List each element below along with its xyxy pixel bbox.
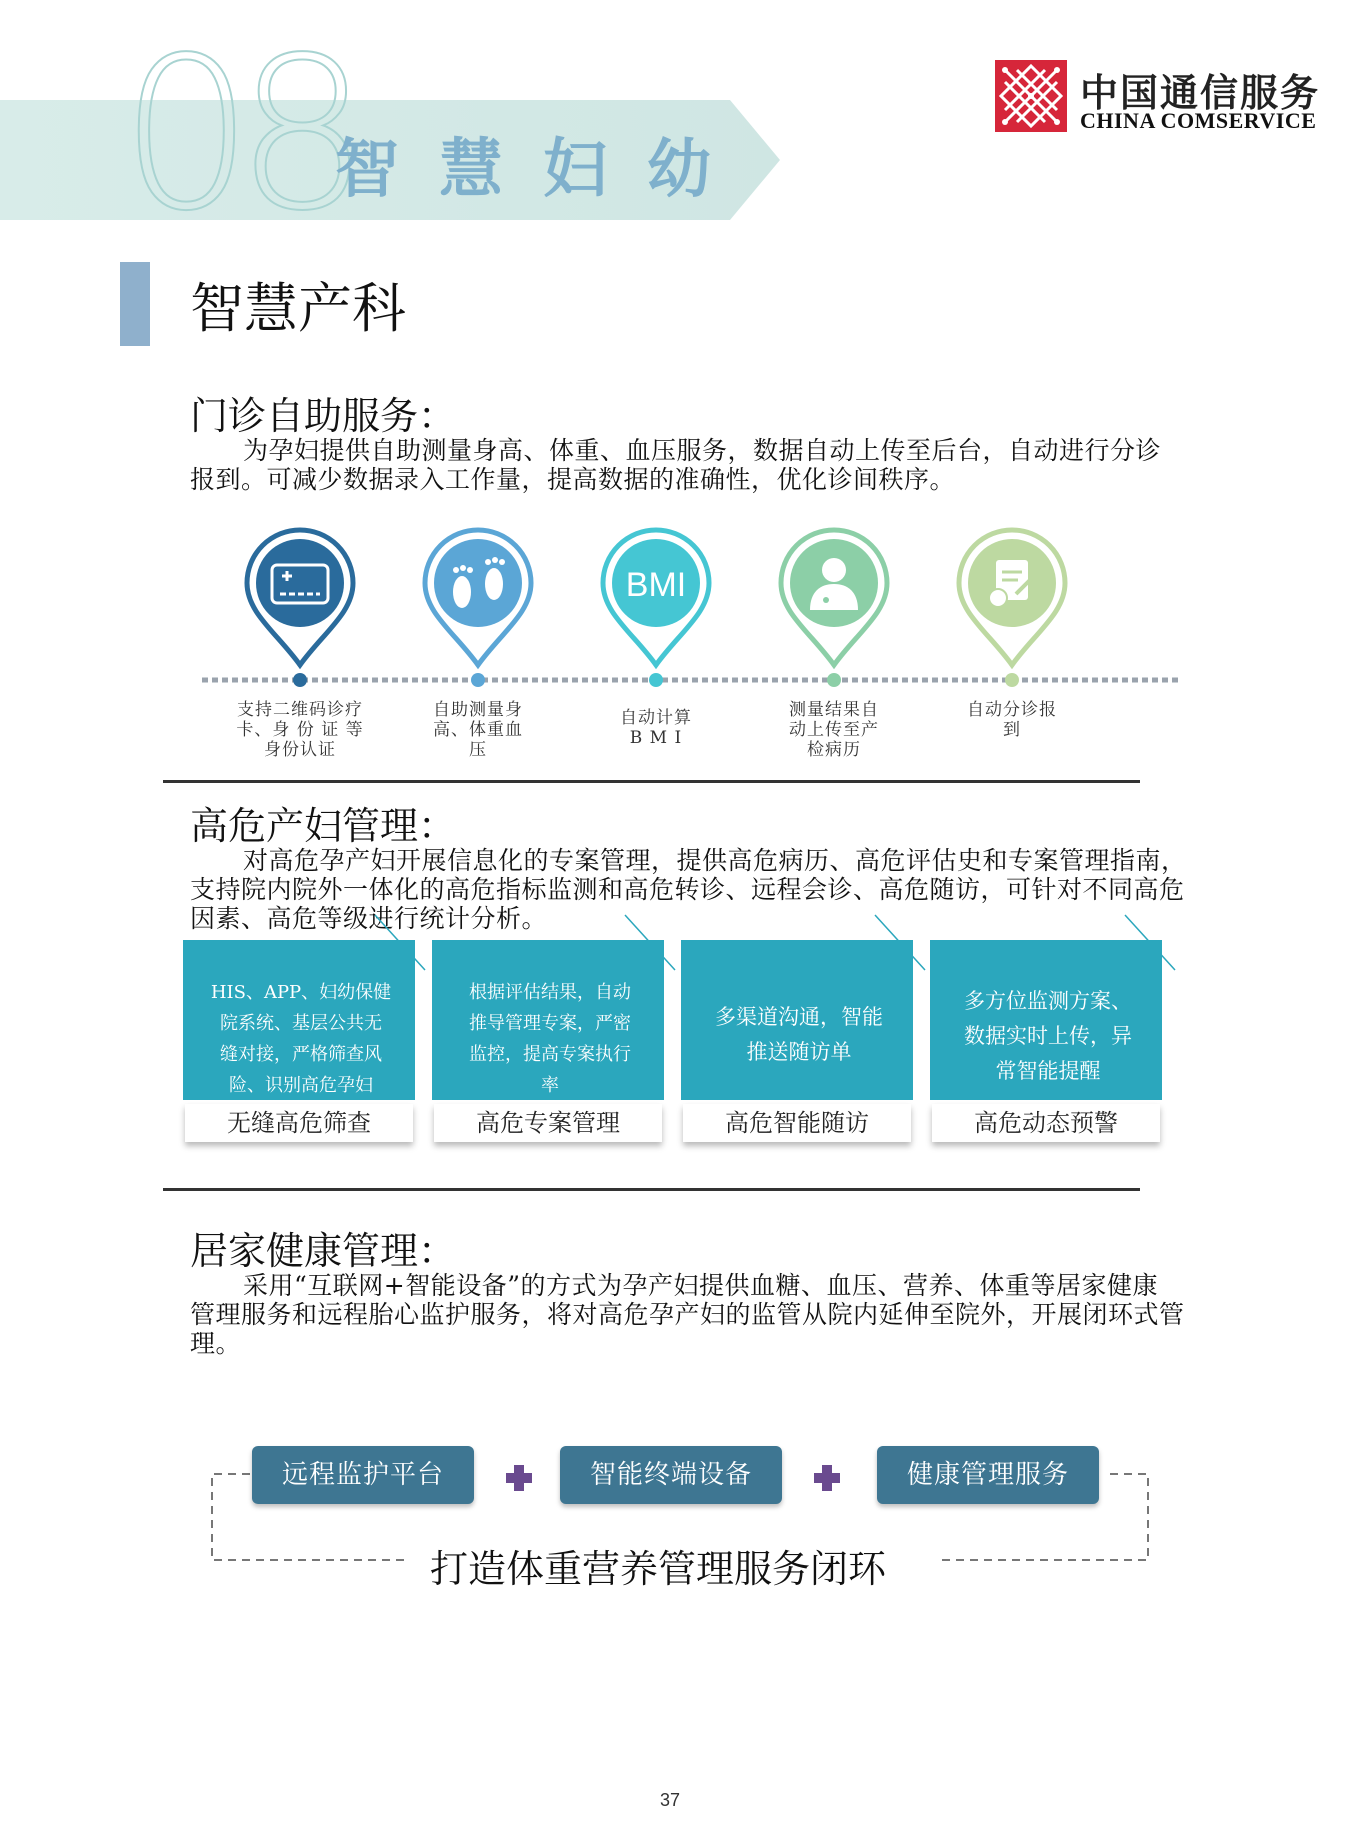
logo-name-cn: 中国通信服务 — [1080, 71, 1321, 115]
outpatient-timeline — [150, 520, 1200, 700]
divider-1 — [163, 780, 1140, 783]
report-icon — [959, 530, 1065, 687]
home-health-desc-line-2: 管理服务和远程胎心监护服务，将对高危孕产妇的监管从院内延伸至院外，开展闭环式管 — [190, 1300, 1185, 1329]
risk-card-1: HIS、APP、妇幼保健 院系统、基层公共无 缝对接，严格筛查风 险、识别高危孕妇 — [183, 940, 415, 1100]
smart-terminal-device-button[interactable]: 智能终端设备 — [560, 1446, 782, 1504]
high-risk-desc-line-1: 对高危孕产妇开展信息化的专案管理，提供高危病历、高危评估史和专案管理指南， — [243, 846, 1187, 875]
risk-card-label-4: 高危动态预警 — [932, 1104, 1160, 1142]
outpatient-desc-line-2: 报到。可减少数据录入工作量，提高数据的准确性，优化诊间秩序。 — [190, 465, 956, 494]
footprints-icon — [425, 530, 531, 687]
risk-card-label-1: 无缝高危筛查 — [185, 1104, 413, 1142]
outpatient-desc-line-1: 为孕妇提供自助测量身高、体重、血压服务，数据自动上传至后台，自动进行分诊 — [243, 436, 1162, 465]
timeline-label-3: 自动计算 B M I — [620, 708, 692, 748]
plus-icon — [812, 1463, 842, 1493]
id-card-icon — [247, 530, 353, 687]
loop-caption: 打造体重营养管理服务闭环 — [430, 1547, 887, 1591]
risk-card-3: 多渠道沟通，智能 推送随访单 — [681, 940, 913, 1100]
china-comservice-logo-icon — [995, 60, 1067, 132]
section-title: 智慧产科 — [190, 277, 406, 340]
home-health-desc-line-1: 采用“互联网+智能设备”的方式为孕产妇提供血糖、血压、营养、体重等居家健康 — [243, 1271, 1159, 1300]
page-number: 37 — [660, 1790, 681, 1810]
home-health-title: 居家健康管理： — [190, 1229, 457, 1273]
risk-card-2: 根据评估结果，自动 推导管理专案，严密 监控，提高专案执行 率 — [432, 940, 664, 1100]
chapter-number: 08 — [120, 12, 352, 257]
chapter-title: 智慧妇幼 — [335, 133, 751, 207]
timeline-label-5: 自动分诊报 到 — [967, 700, 1057, 740]
high-risk-title: 高危产妇管理： — [190, 804, 457, 848]
logo-name-en: CHINA COMSERVICE — [1080, 108, 1317, 133]
timeline-label-2: 自助测量身 高、体重血 压 — [433, 700, 523, 760]
doctor-icon — [781, 530, 887, 687]
risk-card-4: 多方位监测方案、 数据实时上传，异 常智能提醒 — [930, 940, 1162, 1100]
high-risk-desc-line-3: 因素、高危等级进行统计分析。 — [190, 904, 548, 933]
high-risk-desc-line-2: 支持院内院外一体化的高危指标监测和高危转诊、远程会诊、高危随访，可针对不同高危 — [190, 875, 1185, 904]
outpatient-title: 门诊自助服务： — [190, 394, 457, 438]
timeline-label-4: 测量结果自 动上传至产 检病历 — [789, 700, 879, 760]
plus-icon — [504, 1463, 534, 1493]
risk-card-label-3: 高危智能随访 — [683, 1104, 911, 1142]
divider-2 — [163, 1188, 1140, 1191]
home-health-desc-line-3: 理。 — [190, 1329, 242, 1358]
remote-monitoring-platform-button[interactable]: 远程监护平台 — [252, 1446, 474, 1504]
timeline-label-1: 支持二维码诊疗 卡、身 份 证 等 身份认证 — [236, 700, 364, 760]
svg-text:BMI: BMI — [625, 566, 687, 604]
health-management-service-button[interactable]: 健康管理服务 — [877, 1446, 1099, 1504]
section-title-accent-bar — [120, 262, 150, 346]
risk-card-label-2: 高危专案管理 — [434, 1104, 662, 1142]
bmi-icon — [603, 530, 709, 687]
